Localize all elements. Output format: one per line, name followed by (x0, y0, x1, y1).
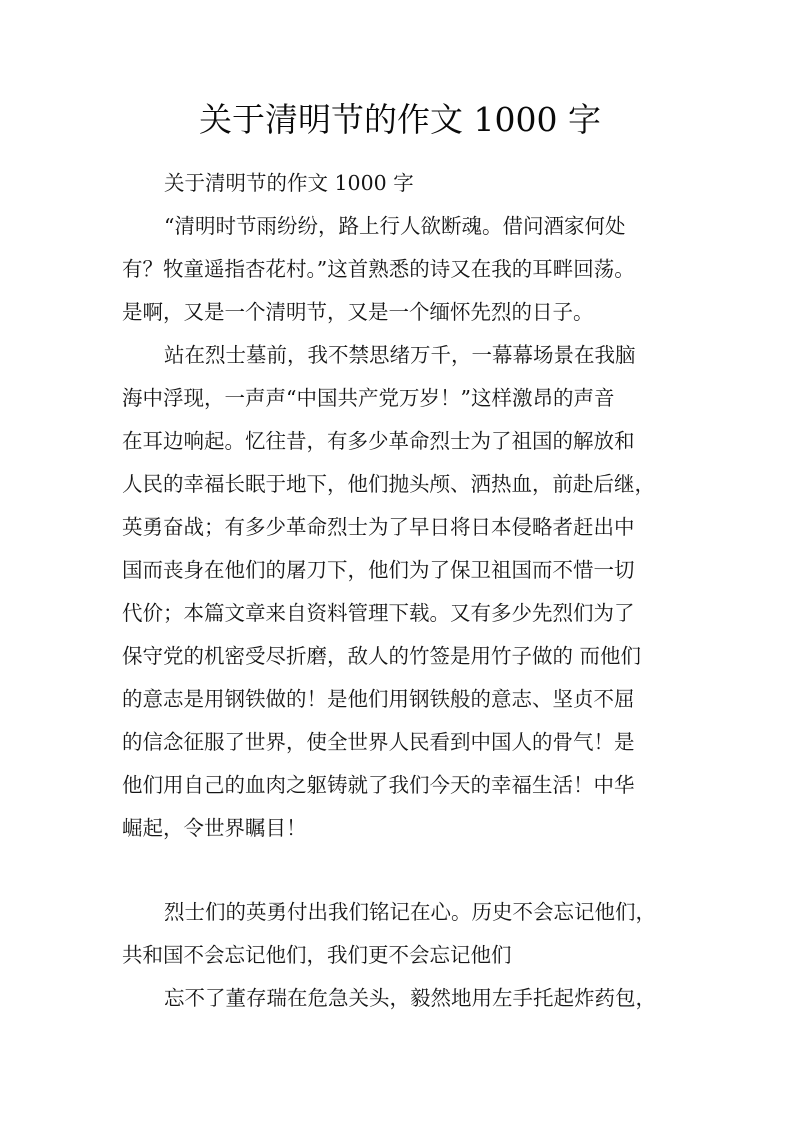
paragraph-line: 在耳边响起。忆往昔，有多少革命烈士为了祖国的解放和 (122, 429, 635, 453)
paragraph-line: 英勇奋战；有多少革命烈士为了早日将日本侵略者赶出中 (122, 515, 635, 539)
paragraph-line: 崛起，令世界瞩目！ (122, 816, 307, 840)
paragraph-line: 国而丧身在他们的屠刀下，他们为了保卫祖国而不惜一切 (122, 558, 635, 582)
paragraph-line: 忘不了董存瑞在危急关头，毅然地用左手托起炸药包， (164, 986, 656, 1010)
paragraph-line: 烈士们的英勇付出我们铭记在心。历史不会忘记他们， (164, 900, 656, 924)
subtitle-line: 关于清明节的作文 1000 字 (164, 171, 414, 195)
paragraph-line: 海中浮现，一声声“中国共产党万岁！”这样激昂的声音 (122, 386, 615, 410)
paragraph-line: 人民的幸福长眠于地下，他们抛头颅、洒热血，前赴后继， (122, 472, 655, 496)
paragraph-line: 的意志是用钢铁做的！是他们用钢铁般的意志、坚贞不屈 (122, 687, 635, 711)
document-body (122, 162, 670, 1020)
paragraph-line: 是啊，又是一个清明节，又是一个缅怀先烈的日子。 (122, 300, 594, 324)
paragraph-line: 保守党的机密受尽折磨，敌人的竹签是用竹子做的 而他们 (122, 644, 642, 668)
paragraph-line: 代价；本篇文章来自资料管理下载。又有多少先烈们为了 (122, 601, 635, 625)
paragraph-gap (122, 850, 670, 891)
paragraph-line: 有？牧童遥指杏花村。”这首熟悉的诗又在我的耳畔回荡。 (122, 257, 635, 281)
paragraph-line: 共和国不会忘记他们，我们更不会忘记他们 (122, 943, 512, 967)
paragraph-line: 的信念征服了世界，使全世界人民看到中国人的骨气！是 (122, 730, 635, 754)
paragraph-line: 站在烈士墓前，我不禁思绪万千，一幕幕场景在我脑 (164, 343, 636, 367)
paragraph-line: “清明时节雨纷纷，路上行人欲断魂。借问酒家何处 (164, 214, 626, 238)
paragraph-line: 他们用自己的血肉之躯铸就了我们今天的幸福生活！中华 (122, 773, 635, 797)
document-title: 关于清明节的作文 1000 字 (199, 100, 601, 139)
